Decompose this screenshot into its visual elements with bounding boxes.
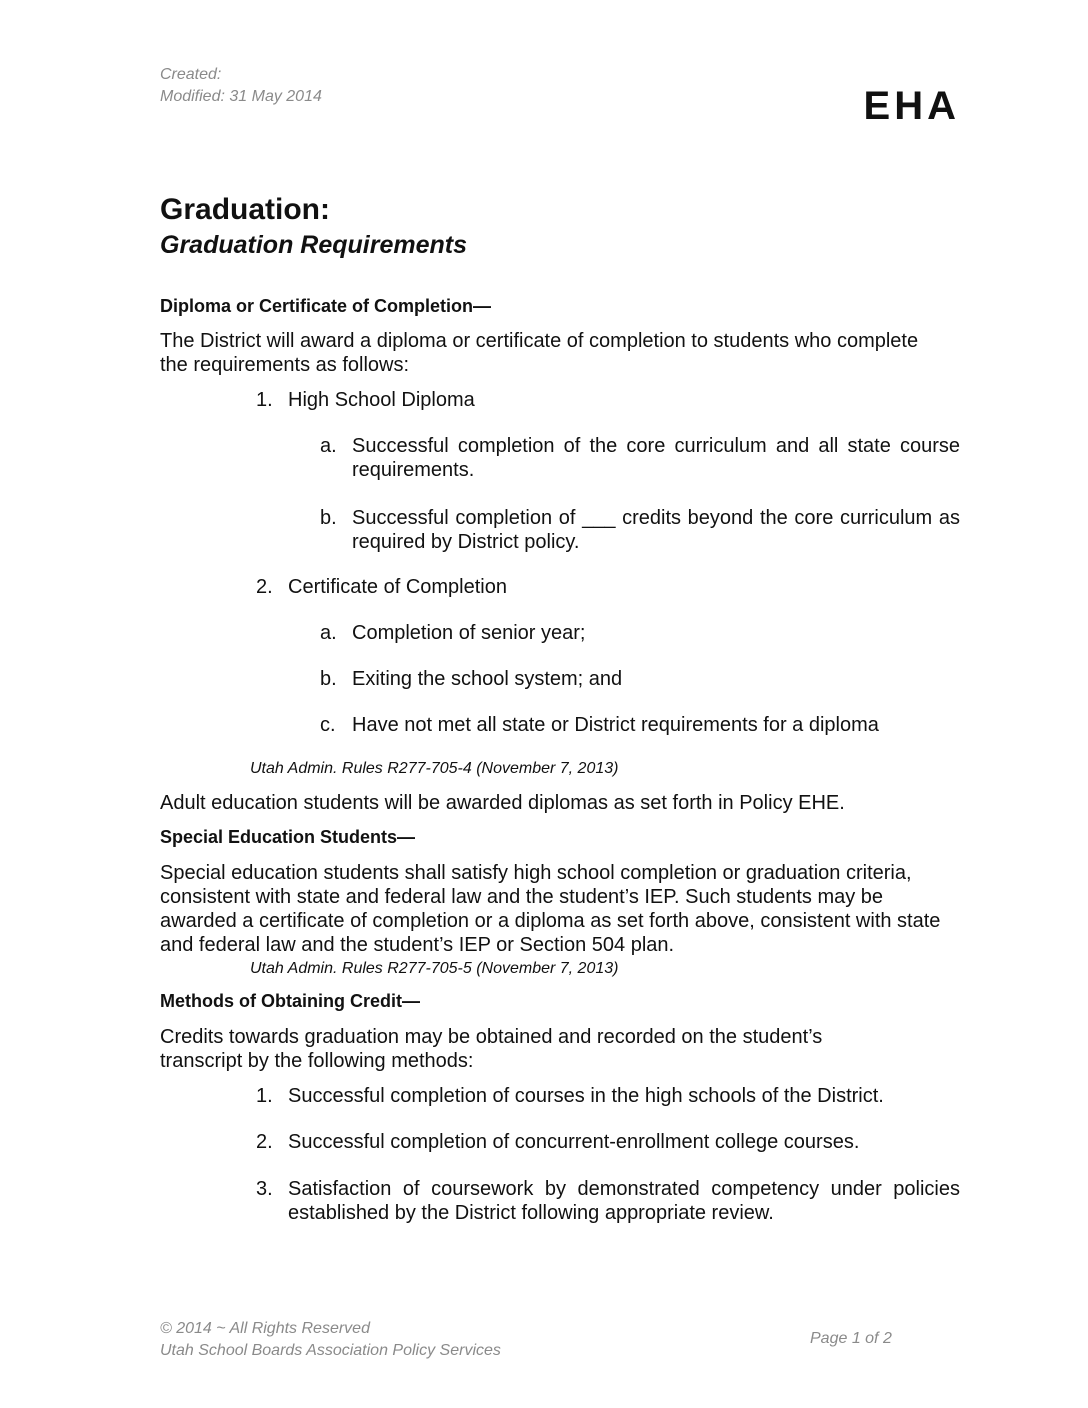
document-meta [160,64,322,108]
section-heading-credit-methods: Methods of Obtaining Credit— [160,991,420,1011]
list-number: 2. [256,1131,273,1153]
sub-item-text: Have not met all state or District requirements for a diploma [352,714,879,736]
list-number: 2. [256,576,273,598]
list-number: 1. [256,389,273,411]
modified-date: Modified: 31 May 2014 [160,88,322,105]
sub-item-text: Completion of senior year; [352,622,586,644]
footer-page-number: Page 1 of 2 [810,1330,892,1347]
adult-education-note: Adult education students will be awarded diplomas as set forth in Policy EHE. [160,792,845,814]
list-item-text: Successful completion of concurrent-enrollment college courses. [288,1131,860,1153]
list-item-label: High School Diploma [288,389,475,411]
created-label: Created: [160,66,222,83]
list-item [256,1177,960,1225]
list-item [256,1084,960,1108]
list-item-diploma [256,388,688,412]
sub-item-letter: b. [320,668,337,690]
page-subtitle: Graduation Requirements [160,231,467,259]
sub-item-letter: a. [320,435,337,457]
section-heading-diploma: Diploma or Certificate of Completion— [160,296,492,316]
section-heading-special-education: Special Education Students— [160,827,416,847]
list-item-label: Certificate of Completion [288,576,507,598]
sub-item-letter: b. [320,507,337,529]
sub-item-letter: c. [320,714,336,736]
sub-item-text: Successful completion of the core curriculum and all state course requirements. [352,435,960,481]
sub-item [320,434,960,482]
citation: Utah Admin. Rules R277-705-5 (November 7, 2013) [250,960,619,977]
footer-left [160,1318,501,1362]
list-item-text: Successful completion of courses in the high schools of the District. [288,1085,884,1107]
footer-organization: Utah School Boards Association Policy Services [160,1342,501,1359]
list-number: 1. [256,1085,273,1107]
sub-item [320,506,960,554]
section-text-special-education: Special education students shall satisfy high school completion or graduation criteria, consistent with state and federal law and the student’s IEP. Such students may be awarded a certificate of completion or a diploma as set forth above, consistent with state and federal law and the student’s IEP or Section 504 plan. [160,862,941,956]
sub-item-text: Successful completion of ___ credits beyond the core curriculum as required by District policy. [352,507,960,553]
section-intro-credit-methods: Credits towards graduation may be obtained and recorded on the student’s transcript by the following methods: [160,1026,823,1072]
list-number: 3. [256,1178,273,1200]
list-item [256,1130,960,1154]
sub-item-text: Exiting the school system; and [352,668,623,690]
list-item-certificate [256,575,688,599]
sub-item [320,713,960,737]
section-intro-diploma: The District will award a diploma or certificate of completion to students who complete the requirements as follows: [160,330,919,376]
sub-item [320,667,960,691]
policy-code: EHA [863,84,960,128]
footer-copyright: © 2014 ~ All Rights Reserved [160,1320,370,1337]
sub-item [320,621,960,645]
page-title: Graduation: [160,193,330,226]
sub-item-letter: a. [320,622,337,644]
citation: Utah Admin. Rules R277-705-4 (November 7, 2013) [250,760,619,777]
list-item-text: Satisfaction of coursework by demonstrated competency under policies established by the District following appropriate review. [288,1178,960,1224]
